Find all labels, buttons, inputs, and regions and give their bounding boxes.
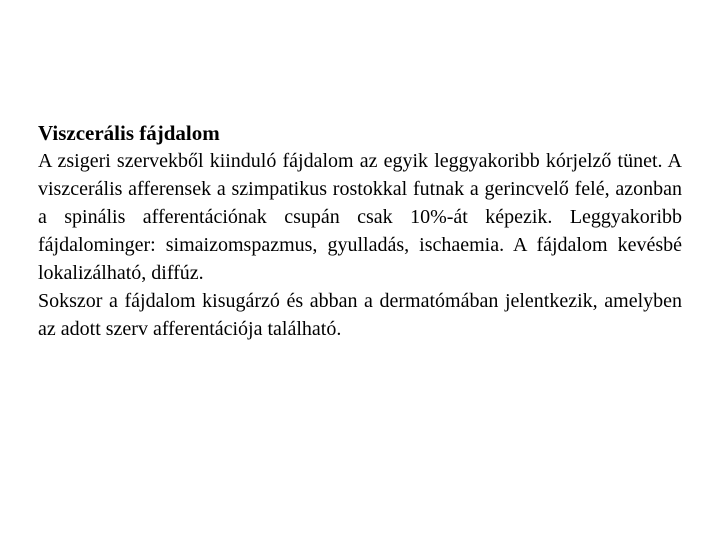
text-block xyxy=(38,119,682,343)
paragraph-2: Sokszor a fájdalom kisugárzó és abban a dermatómában jelentkezik, amelyben az adott szerv afferentációja található. xyxy=(38,290,682,340)
page-title: Viszcerális fájdalom xyxy=(38,121,220,145)
paragraph-1: A zsigeri szervekből kiinduló fájdalom az egyik leggyakoribb kórjelző tünet. A viszcerális afferensek a szimpatikus rostokkal futnak a gerincvelő felé, azonban a spinális afferentációnak csupán csak 10%-át képezik. Leggyakoribb fájdalominger: simaizomspazmus, gyulladás, ischaemia. A fájdalom kevésbé lokalizálható, diffúz. xyxy=(38,150,682,284)
